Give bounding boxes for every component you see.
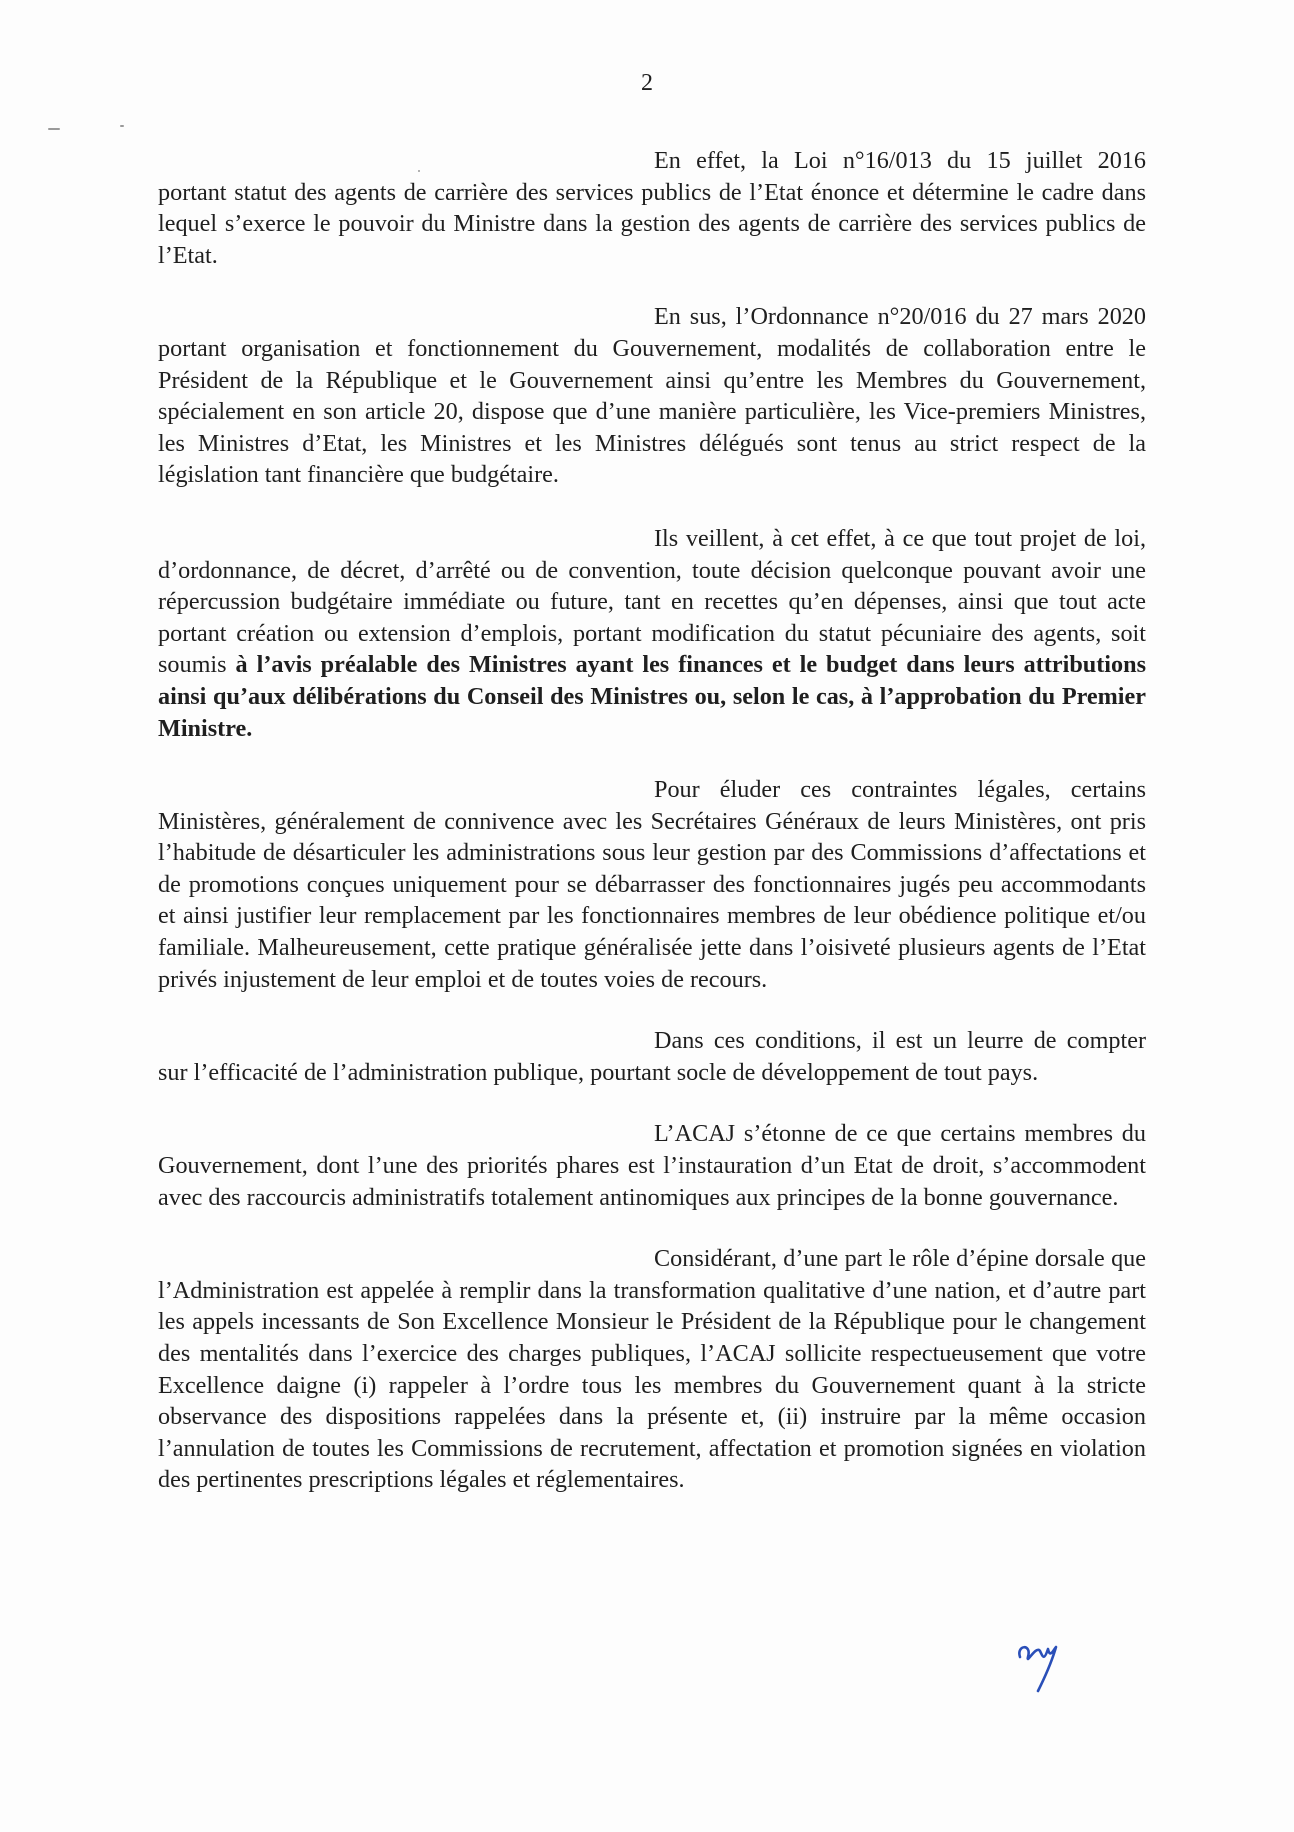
paragraph-considerant: Considérant, d’une part le rôle d’épine dorsale que l’Administration est appelée à remplir dans la transformation qualitative d’une nation, et d’autre part les appels incessants de Son Excellence Monsieur le Président de la République pour le changement des mentalités dans l’exercice des charges publiques, l’ACAJ sollicite respectueusement que votre Excellence daigne (i) rappeler à l’ordre tous les membres du Gouvernement quant à la stricte observance des dispositions rappelées dans la présente et, (ii) instruire par la même occasion l’annulation de toutes les Commissions de recrutement, affectation et promotion signées en violation des pertinentes prescriptions légales et réglementaires. xyxy=(158,1245,1146,1494)
paragraph-ministres-veillent xyxy=(158,523,1146,744)
page-number: 2 xyxy=(641,70,653,96)
handwritten-initials-icon xyxy=(1014,1635,1060,1695)
paragraph-text: Ils veillent, à cet effet, à ce que tout projet de loi, d’ordonnance, de décret, d’arrêté ou de convention, toute décision quelconque pouvant avoir une répercussion budgétaire immédiate ou future, tant en recettes qu’en dépenses, ainsi que tout acte portant création ou extension d’emplois, portant modification du statut pécuniaire des agents, soit soumis xyxy=(158,524,1146,679)
paragraph-loi-16-013: En effet, la Loi n°16/013 du 15 juillet 2016 portant statut des agents de carrière des services publics de l’Etat énonce et détermine le cadre dans lequel s’exerce le pouvoir du Ministre dans la gestion des agents de carrière des services publics de l’Etat. xyxy=(158,147,1146,269)
scan-speck xyxy=(120,125,124,127)
paragraph-acaj-etonne: L’ACAJ s’étonne de ce que certains membres du Gouvernement, dont l’une des priorités phares est l’instauration d’un Etat de droit, s’accommodent avec des raccourcis administratifs totalement antinomiques aux principes de la bonne gouvernance. xyxy=(158,1120,1146,1211)
scan-speck xyxy=(48,128,60,130)
paragraph-contraintes-legales: Pour éluder ces contraintes légales, certains Ministères, généralement de connivence avec les Secrétaires Généraux de leurs Ministères, ont pris l’habitude de désarticuler les administrations sous leur gestion par des Commissions d’affectations et de promotions conçues uniquement pour se débarrasser des fonctionnaires jugés peu accommodants et ainsi justifier leur remplacement par les fonctionnaires membres de leur obédience politique et/ou familiale. Malheureusement, cette pratique généralisée jette dans l’oisiveté plusieurs agents de l’Etat privés injustement de leur emploi et de toutes voies de recours. xyxy=(158,776,1146,993)
paragraph-ordonnance-20-016: En sus, l’Ordonnance n°20/016 du 27 mars 2020 portant organisation et fonctionnement du Gouvernement, modalités de collaboration entre le Président de la République et le Gouvernement ainsi qu’entre les Membres du Gouvernement, spécialement en son article 20, dispose que d’une manière particulière, les Vice-premiers Ministres, les Ministres d’Etat, les Ministres et les Ministres délégués sont tenus au strict respect de la législation tant financière que budgétaire. xyxy=(158,303,1146,489)
paragraph-bold-text: à l’avis préalable des Ministres ayant les finances et le budget dans leurs attributions ainsi qu’aux délibérations du Conseil des Ministres ou, selon le cas, à l’approbation du Premier Ministre. xyxy=(158,651,1146,742)
paragraph-conditions: Dans ces conditions, il est un leurre de compter sur l’efficacité de l’administration publique, pourtant socle de développement de tout pays. xyxy=(158,1027,1146,1086)
letter-body xyxy=(158,145,1146,1527)
